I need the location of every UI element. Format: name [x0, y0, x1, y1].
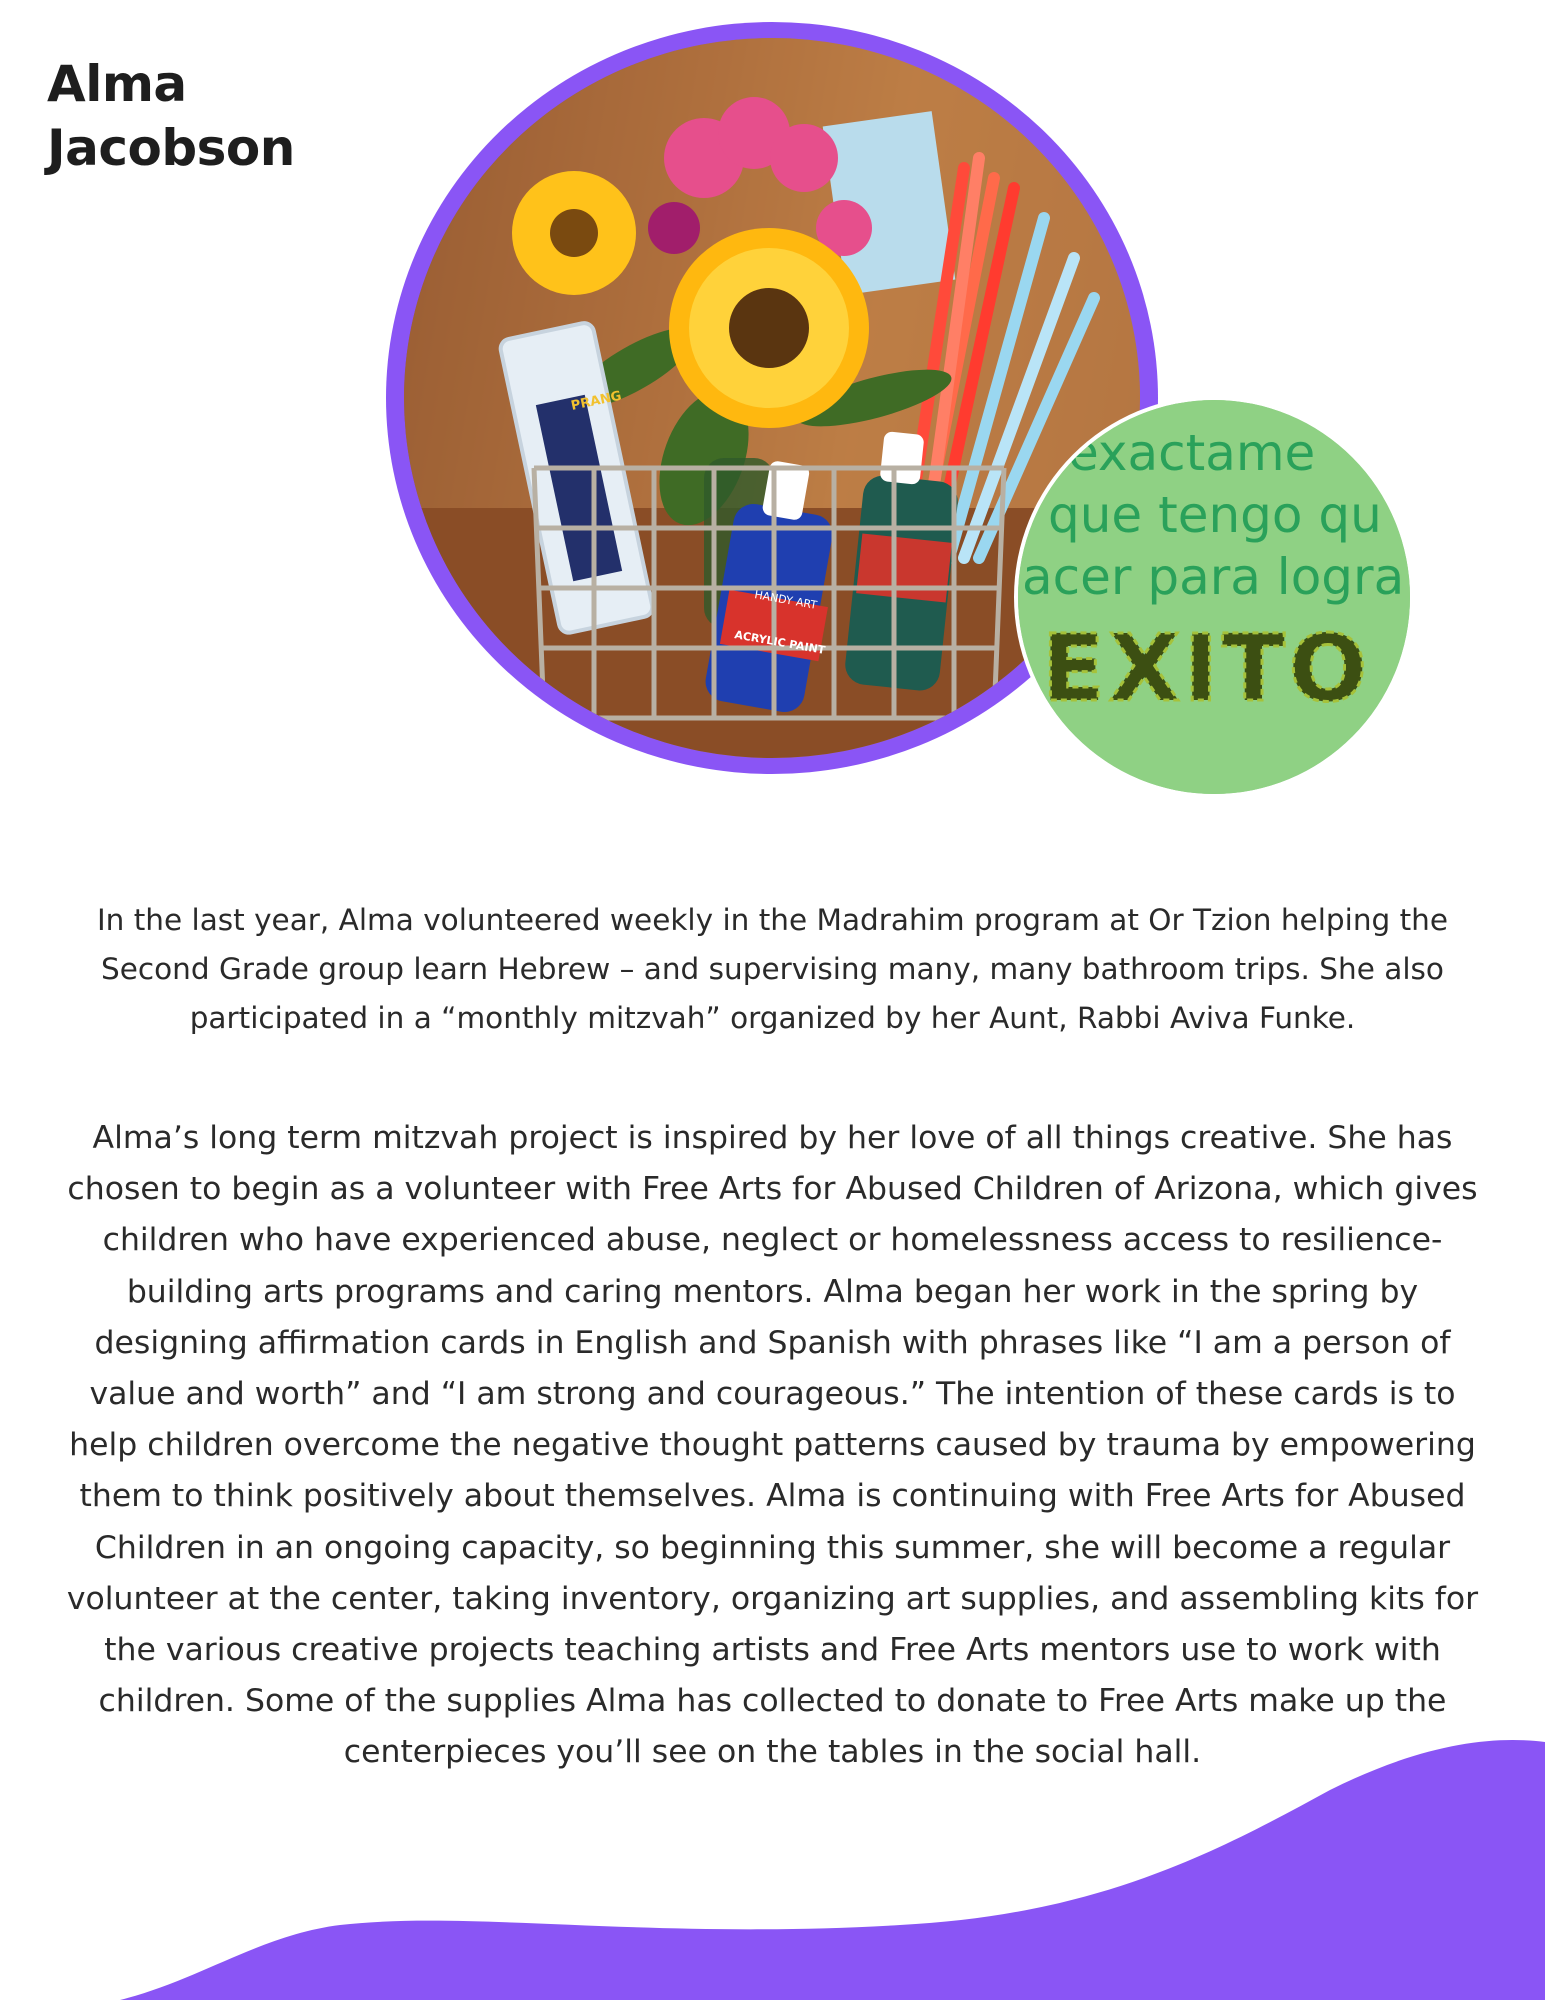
prang-label: PRANG [569, 388, 623, 414]
paragraph-volunteer-year: In the last year, Alma volunteered weekly in the Madrahim program at Or Tzion helping the Second Grade group learn Hebrew – and supervising many, many bathroom trips. She also participated in a “monthly mitzvah” organized by her Aunt, Rabbi Aviva Funke. [96, 903, 1449, 1035]
decorative-wave [0, 1730, 1545, 2000]
acrylic-paint-label: ACRYLIC PAINT [733, 628, 827, 657]
card-line-1: exactame [1068, 424, 1316, 482]
last-name: Jacobson [47, 119, 295, 177]
card-line-4: EXITO [1042, 615, 1371, 722]
affirmation-card-illustration [1018, 400, 1410, 794]
card-line-2: que tengo qu [1048, 486, 1382, 544]
handy-art-label: HANDY ART [753, 588, 818, 612]
card-line-3: acer para logra [1022, 548, 1405, 606]
student-name [47, 52, 295, 180]
first-name: Alma [47, 55, 187, 113]
affirmation-card-photo-frame [1014, 396, 1414, 798]
affirmation-card-photo [1018, 400, 1410, 794]
paragraph-mitzvah-project: Alma’s long term mitzvah project is inspired by her love of all things creative. She has chosen to begin as a volunteer with Free Arts for Abused Children of Arizona, which gives children who have experienced abuse, neglect or homelessness access to resilience-building arts programs and caring mentors. Alma began her work in the spring by designing affirmation cards in English and Spanish with phrases like “I am a person of value and worth” and “I am strong and courageous.” The intention of these cards is to help children overcome the negative thought patterns caused by trauma by empowering them to think positively about themselves. Alma is continuing with Free Arts for Abused Children in an ongoing capacity, so beginning this summer, she will become a regular volunteer at the center, taking inventory, organizing art supplies, and assembling kits for the various creative projects teaching artists and Free Arts mentors use to work with children. Some of the supplies Alma has collected to donate to Free Arts make up the centerpieces you’ll see on the tables in the social hall. [66, 1120, 1479, 1771]
